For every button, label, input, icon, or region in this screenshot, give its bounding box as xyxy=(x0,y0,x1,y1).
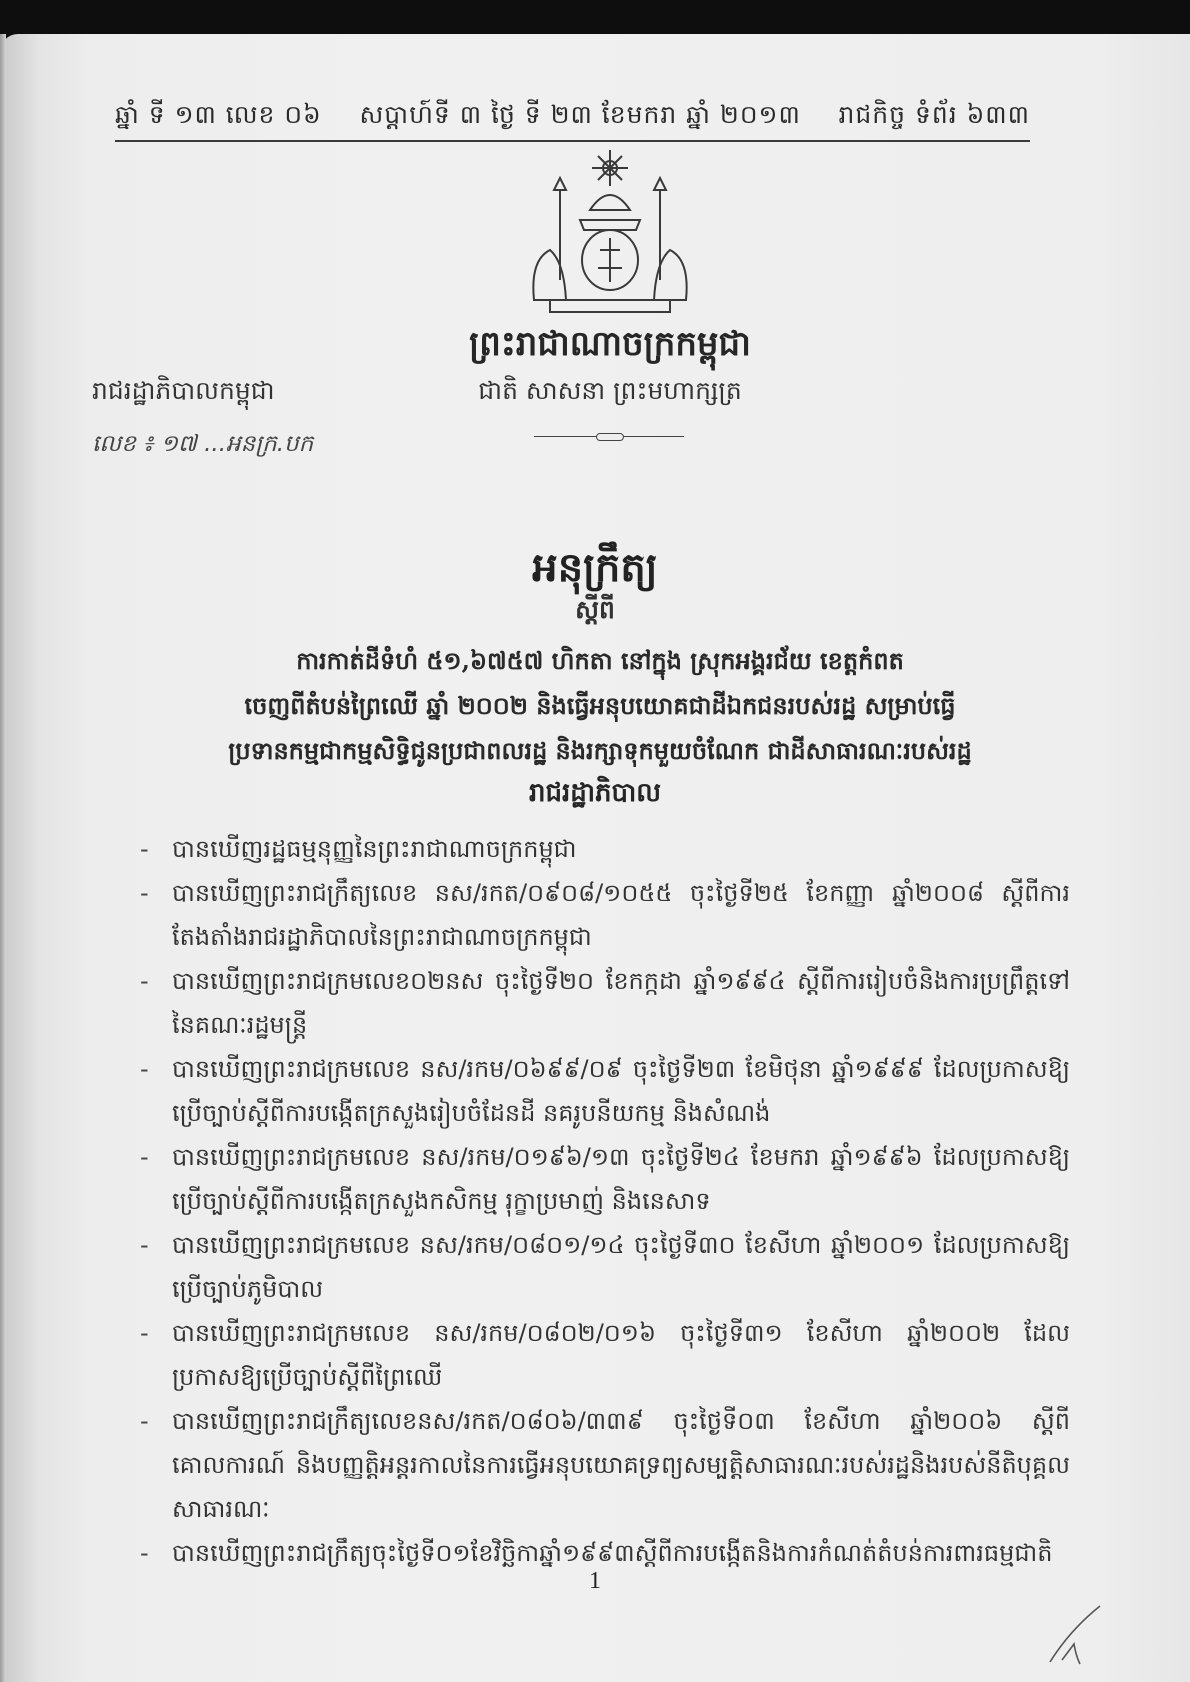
page-number: 1 xyxy=(589,1568,601,1594)
handwritten-initials-icon xyxy=(1040,1600,1120,1670)
document-number: លេខ ៖ ១៧ ...អនក្រ.បក xyxy=(92,431,314,457)
list-item: - បានឃើញព្រះរាជក្រមលេខ នស/រកម/០៦៩៩/០៩ ចុះថ្ងៃទី២៣ ខែមិថុនា ឆ្នាំ១៩៩៩ ដែលប្រកាសឱ្យប្រើច្បាប់ស្តីពីការបង្កើតក្រសួងរៀបចំដែនដី នគរូបនីយកម្ម និងសំណង់ xyxy=(140,1055,1070,1127)
page-edge-shadow xyxy=(0,34,6,1682)
document-subject xyxy=(150,638,1050,773)
gazette-page-ref: រាជកិច្ច ទំព័រ ៦៣៣ xyxy=(838,100,1030,129)
subject-line: ចេញពីតំបន់ព្រៃឈើ ឆ្នាំ ២០០២ និងធ្វើអនុបយោគជាដីឯកជនរបស់រដ្ឋ សម្រាប់ធ្វើ xyxy=(244,691,956,720)
list-item: - បានឃើញព្រះរាជក្រឹត្យលេខ នស/រកត/០៩០៨/១០៥៥ ចុះថ្ងៃទី២៥ ខែកញ្ញា ឆ្នាំ២០០៨ ស្តីពីការតែងតាំងរាជរដ្ឋាភិបាលនៃព្រះរាជាណាចក្រកម្ពុជា xyxy=(140,879,1070,951)
authority-heading: រាជរដ្ឋាភិបាល xyxy=(528,778,662,808)
gazette-date: សប្តាហ៍ទី ៣ ថ្ងៃ ទី ២៣ ខែមករា ឆ្នាំ ២០១៣ xyxy=(359,100,801,129)
subject-line: ការកាត់ដីទំហំ ៥១,៦៧៥៧ ហិកតា នៅក្នុង ស្រុកអង្គរជ័យ ខេត្តកំពត xyxy=(296,646,904,675)
list-item: - បានឃើញព្រះរាជក្រឹត្យលេខនស/រកត/០៨០៦/៣៣៩ ចុះថ្ងៃទី០៣ ខែសីហា ឆ្នាំ២០០៦ ស្តីពីគោលការណ៍ និងបញ្ញត្តិអន្តរកាលនៃការធ្វើអនុបយោគទ្រព្យសម្បត្តិសាធារណៈរបស់រដ្ឋនិងរបស់នីតិបុគ្គលសាធារណៈ xyxy=(140,1407,1070,1523)
list-item: - បានឃើញព្រះរាជក្រឹត្យចុះថ្ងៃទី០១ខែវិច្ឆិកាឆ្នាំ១៩៩៣ស្តីពីការបង្កើតនិងការកំណត់តំបន់ការពារធម្មជាតិ xyxy=(140,1539,1053,1567)
list-item: - បានឃើញព្រះរាជក្រមលេខ នស/រកម/០១៩៦/១៣ ចុះថ្ងៃទី២៤ ខែមករា ឆ្នាំ១៩៩៦ ដែលប្រកាសឱ្យប្រើច្បាប់ស្តីពីការបង្កើតក្រសួងកសិកម្ម រុក្ខាប្រមាញ់ និងនេសាទ xyxy=(140,1143,1070,1215)
gazette-header xyxy=(115,96,1030,142)
list-item: - បានឃើញព្រះរាជក្រមលេខ០២នស ចុះថ្ងៃទី២០ ខែកក្កដា ឆ្នាំ១៩៩៤ ស្តីពីការរៀបចំនិងការប្រព្រឹត្តទៅនៃគណៈរដ្ឋមន្ត្រី xyxy=(140,967,1070,1039)
gazette-issue: ឆ្នាំ ទី ១៣ លេខ ០៦ xyxy=(115,100,322,129)
issuer-name: រាជរដ្ឋាភិបាលកម្ពុជា xyxy=(92,376,275,405)
ornamental-divider xyxy=(534,436,684,437)
subject-line: ប្រទានកម្មជាកម្មសិទ្ធិជូនប្រជាពលរដ្ឋ និងរក្សាទុកមួយចំណែក ជាដីសាធារណៈរបស់រដ្ឋ xyxy=(228,736,972,765)
list-item: - បានឃើញព្រះរាជក្រមលេខ នស/រកម/០៨០១/១៤ ចុះថ្ងៃទី៣០ ខែសីហា ឆ្នាំ២០០១ ដែលប្រកាសឱ្យប្រើច្បាប់ភូមិបាល xyxy=(140,1231,1070,1303)
list-item: - បានឃើញព្រះរាជក្រមលេខ នស/រកម/០៨០២/០១៦ ចុះថ្ងៃទី៣១ ខែសីហា ឆ្នាំ២០០២ ដែលប្រកាសឱ្យប្រើច្បាប់ស្តីពីព្រៃឈើ xyxy=(140,1319,1070,1391)
royal-arms-emblem-icon xyxy=(520,150,700,320)
list-item: - បានឃើញរដ្ឋធម្មនុញ្ញនៃព្រះរាជាណាចក្រកម្ពុជា xyxy=(140,835,577,863)
document-subtitle: ស្តីពី xyxy=(575,595,615,624)
document-title: អនុក្រឹត្យ xyxy=(532,544,658,591)
national-motto: ជាតិ សាសនា ព្រះមហាក្សត្រ xyxy=(478,376,742,405)
considerations-list xyxy=(140,827,1070,1575)
kingdom-name: ព្រះរាជាណាចក្រកម្ពុជា xyxy=(469,324,751,364)
